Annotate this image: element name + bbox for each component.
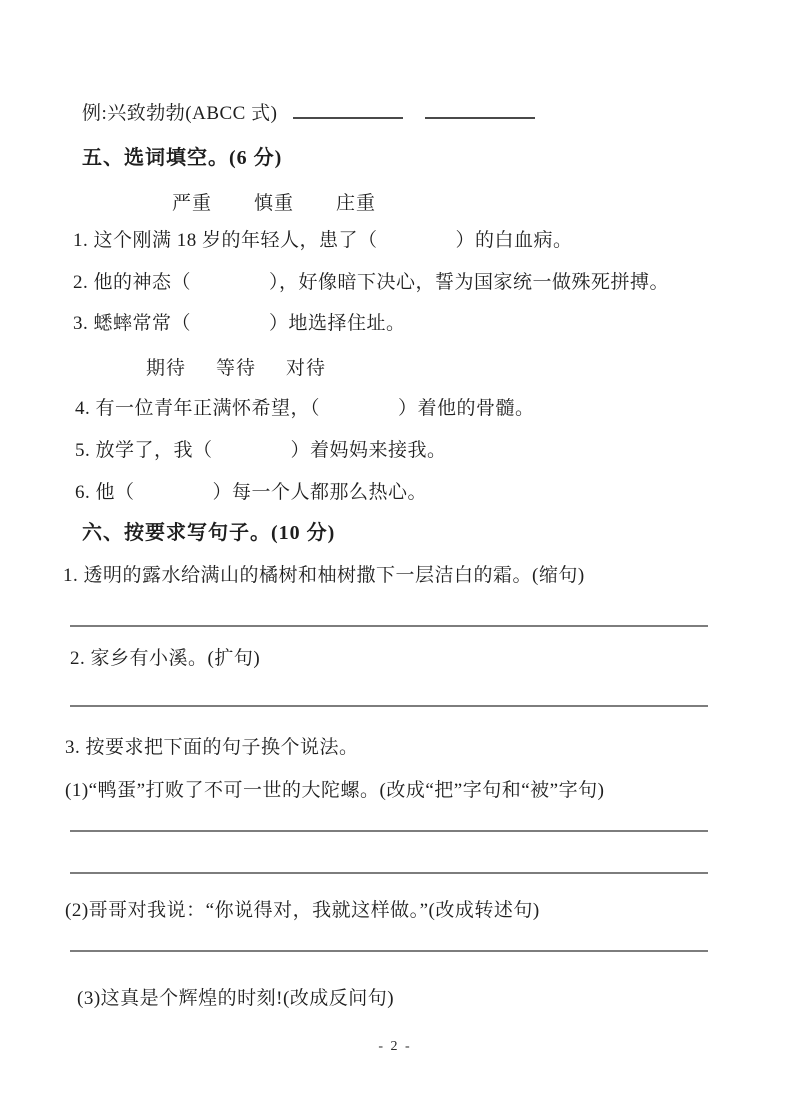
question-item: 2. 家乡有小溪。(扩句) xyxy=(70,648,261,669)
answer-line xyxy=(70,950,708,952)
answer-line xyxy=(70,872,708,874)
word-bank-option: 期待 xyxy=(146,358,187,379)
example-label: 例:兴致勃勃(ABCC 式) xyxy=(82,103,278,124)
answer-line xyxy=(70,705,708,707)
question-item: 6. 他（ ）每一个人都那么热心。 xyxy=(75,482,428,503)
word-bank-option: 等待 xyxy=(216,358,257,379)
word-bank-option: 对待 xyxy=(286,358,327,379)
question-item: 3. 按要求把下面的句子换个说法。 xyxy=(65,737,359,758)
answer-line xyxy=(70,830,708,832)
question-item: 1. 透明的露水给满山的橘树和柚树撒下一层洁白的霜。(缩句) xyxy=(63,565,585,586)
word-bank-option: 严重 xyxy=(172,193,213,214)
question-item: 3. 蟋蟀常常（ ）地选择住址。 xyxy=(73,313,406,334)
example-blank-2 xyxy=(425,103,535,119)
question-item: 5. 放学了，我（ ）着妈妈来接我。 xyxy=(75,440,447,461)
question-item: (1)“鸭蛋”打败了不可一世的大陀螺。(改成“把”字句和“被”字句) xyxy=(65,780,605,801)
page-number: - 2 - xyxy=(378,1039,412,1054)
word-bank-option: 庄重 xyxy=(336,193,377,214)
example-row xyxy=(82,103,790,125)
question-item: 4. 有一位青年正满怀希望，（ ）着他的骨髓。 xyxy=(75,398,535,419)
question-item: (2)哥哥对我说：“你说得对，我就这样做。”(改成转述句) xyxy=(65,900,540,921)
word-bank-2 xyxy=(146,358,790,380)
word-bank-1 xyxy=(172,193,790,215)
question-item: (3)这真是个辉煌的时刻!(改成反问句) xyxy=(77,988,395,1009)
example-blank-1 xyxy=(293,103,403,119)
section-five-heading: 五、选词填空。(6 分) xyxy=(82,147,283,169)
word-bank-option: 慎重 xyxy=(254,193,295,214)
answer-line xyxy=(70,625,708,627)
section-six-heading: 六、按要求写句子。(10 分) xyxy=(82,522,336,544)
question-item: 2. 他的神态（ ），好像暗下决心，誓为国家统一做殊死拼搏。 xyxy=(73,272,670,293)
question-item: 1. 这个刚满 18 岁的年轻人，患了（ ）的白血病。 xyxy=(73,230,573,251)
